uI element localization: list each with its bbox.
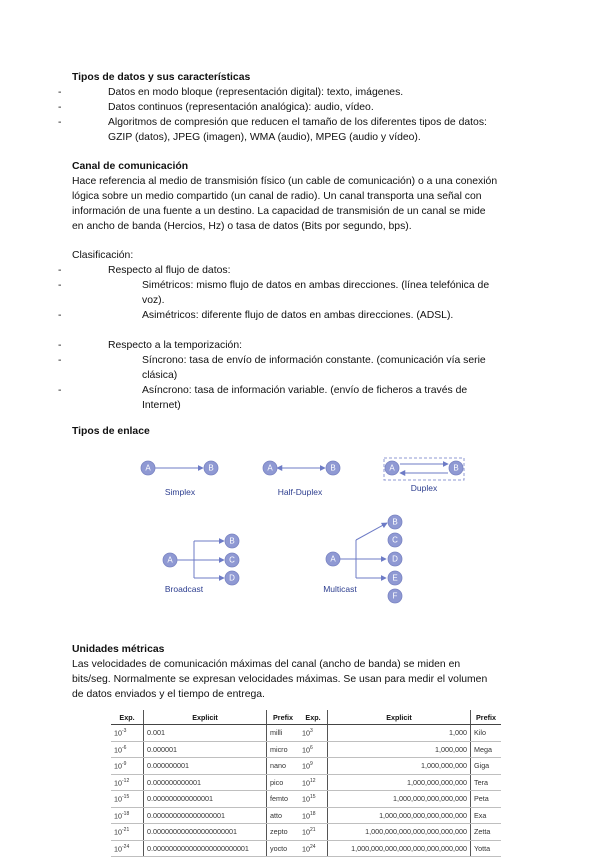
table-row — [111, 807, 501, 824]
explicit-small-cell: 0.000001 — [144, 741, 267, 758]
exp-neg-cell: $10^{-24}$ — [111, 840, 144, 857]
node-b-label: B — [208, 463, 214, 473]
table-header-row — [111, 710, 501, 725]
table-row — [111, 840, 501, 857]
explicit-large-cell: 1,000,000,000,000,000 — [328, 791, 471, 808]
list-item: - Datos en modo bloque (representación digital): texto, imágenes. — [58, 87, 404, 98]
explicit-small-cell: 0.000000001 — [144, 758, 267, 775]
node-d-label: D — [229, 573, 235, 583]
prefix-large-cell: Giga — [471, 758, 502, 775]
explicit-large-cell: 1,000,000,000,000 — [328, 774, 471, 791]
clasificacion-label: Clasificación: — [72, 250, 134, 261]
node-b-label: B — [229, 536, 235, 546]
prefix-small-cell: zepto — [267, 824, 300, 841]
multicast-diagram — [323, 515, 402, 603]
node-a-label: A — [267, 463, 273, 473]
prefix-small-cell: milli — [267, 725, 300, 742]
explicit-large-cell: 1,000,000 — [328, 741, 471, 758]
duplex-label: Duplex — [410, 483, 438, 493]
explicit-large-cell: 1,000,000,000,000,000,000 — [328, 807, 471, 824]
explicit-small-cell: 0.001 — [144, 725, 267, 742]
exp-pos-cell: $10^{15}$ — [299, 791, 328, 808]
paragraph-line: información de una fuente a un destino. La capacidad de transmisión de un canal se mide — [72, 206, 486, 217]
prefix-small-cell: micro — [267, 741, 300, 758]
explicit-small-cell: 0.000000000000000000000001 — [144, 840, 267, 857]
section-title: Canal de comunicación — [72, 161, 189, 172]
node-c-label: C — [392, 535, 398, 545]
list-item: - Datos continuos (representación analógica): audio, vídeo. — [58, 102, 374, 113]
prefix-small-cell: atto — [267, 807, 300, 824]
section-title: Tipos de datos y sus características — [72, 72, 251, 83]
list-item-continuation: Internet) — [142, 400, 181, 411]
prefix-small-cell: pico — [267, 774, 300, 791]
list-item-continuation: clásica) — [142, 370, 178, 381]
node-b-label: B — [453, 463, 459, 473]
table-row — [111, 758, 501, 775]
half-duplex-diagram — [263, 461, 340, 497]
table-row — [111, 824, 501, 841]
col-header-prefix: Prefix — [471, 710, 502, 725]
exp-pos-cell: $10^{18}$ — [299, 807, 328, 824]
list-item-continuation: voz). — [142, 295, 165, 306]
section-unidades — [72, 642, 542, 702]
paragraph-line: lógica sobre un medio compartido (un canal de radio). Un canal transporta una señal con — [72, 191, 482, 202]
col-header-explicit: Explicit — [328, 710, 471, 725]
prefix-small-cell: femto — [267, 791, 300, 808]
exp-neg-cell: $10^{-18}$ — [111, 807, 144, 824]
list-item: - Respecto al flujo de datos: — [58, 265, 231, 276]
simplex-diagram — [141, 461, 218, 497]
explicit-small-cell: 0.000000000001 — [144, 774, 267, 791]
list-item-continuation: GZIP (datos), JPEG (imagen), WMA (audio), MPEG (audio y vídeo). — [108, 132, 421, 143]
exp-neg-cell: $10^{-9}$ — [111, 758, 144, 775]
col-header-prefix: Prefix — [267, 710, 300, 725]
node-a-label: A — [389, 463, 395, 473]
exp-pos-cell: $10^{12}$ — [299, 774, 328, 791]
duplex-diagram — [384, 458, 464, 493]
exp-pos-cell: $10^9$ — [299, 758, 328, 775]
exp-neg-cell: $10^{-6}$ — [111, 741, 144, 758]
explicit-small-cell: 0.000000000000001 — [144, 791, 267, 808]
prefix-large-cell: Kilo — [471, 725, 502, 742]
broadcast-label: Broadcast — [164, 584, 204, 594]
node-f-label: F — [392, 591, 398, 601]
paragraph-line: en ancho de banda (Hercios, Hz) o tasa de datos (Bits por segundo, bps). — [72, 221, 412, 232]
prefix-large-cell: Mega — [471, 741, 502, 758]
table-row — [111, 774, 501, 791]
section-title-enlace: Tipos de enlace — [72, 426, 150, 437]
exp-pos-cell: $10^6$ — [299, 741, 328, 758]
node-b-label: B — [392, 517, 398, 527]
prefix-large-cell: Peta — [471, 791, 502, 808]
list-item: - Síncrono: tasa de envío de información constante. (comunicación vía serie — [58, 355, 486, 366]
explicit-small-cell: 0.000000000000000001 — [144, 807, 267, 824]
metric-units-table — [111, 710, 501, 857]
explicit-large-cell: 1,000 — [328, 725, 471, 742]
col-header-exp: Exp. — [299, 710, 328, 725]
section-title: Unidades métricas — [72, 644, 165, 655]
paragraph-line: de datos enviados y el tiempo de entrega. — [72, 689, 265, 700]
paragraph-line: Hace referencia al medio de transmisión físico (un cable de comunicación) o a una conexión — [72, 176, 498, 187]
prefix-large-cell: Tera — [471, 774, 502, 791]
list-item: - Simétricos: mismo flujo de datos en ambas direcciones. (línea telefónica de — [58, 280, 490, 291]
list-item: - Algoritmos de compresión que reducen el tamaño de los diferentes tipos de datos: — [58, 117, 487, 128]
exp-neg-cell: $10^{-12}$ — [111, 774, 144, 791]
explicit-large-cell: 1,000,000,000,000,000,000,000 — [328, 824, 471, 841]
multicast-arrow-b — [356, 523, 387, 540]
broadcast-diagram — [163, 534, 239, 594]
table-row — [111, 791, 501, 808]
node-e-label: E — [392, 573, 398, 583]
node-a-label: A — [167, 555, 173, 565]
multicast-label: Multicast — [323, 584, 357, 594]
list-item: - Asimétricos: diferente flujo de datos en ambas direcciones. (ADSL). — [58, 310, 454, 321]
explicit-small-cell: 0.000000000000000000001 — [144, 824, 267, 841]
paragraph-line: bits/seg. Normalmente se expresan velocidades máximas. Se usan para medir el volumen — [72, 674, 488, 685]
list-item: - Asíncrono: tasa de información variable. (envío de ficheros a través de — [58, 385, 468, 396]
node-a-label: A — [330, 554, 336, 564]
list-item: - Respecto a la temporización: — [58, 340, 242, 351]
node-a-label: A — [145, 463, 151, 473]
paragraph-line: Las velocidades de comunicación máximas del canal (ancho de banda) se miden en — [72, 659, 461, 670]
explicit-large-cell: 1,000,000,000 — [328, 758, 471, 775]
node-c-label: C — [229, 555, 235, 565]
exp-neg-cell: $10^{-15}$ — [111, 791, 144, 808]
node-d-label: D — [392, 554, 398, 564]
col-header-exp: Exp. — [111, 710, 144, 725]
prefix-large-cell: Exa — [471, 807, 502, 824]
exp-pos-cell: $10^{24}$ — [299, 840, 328, 857]
node-b-label: B — [330, 463, 336, 473]
exp-pos-cell: $10^3$ — [299, 725, 328, 742]
col-header-explicit: Explicit — [144, 710, 267, 725]
exp-neg-cell: $10^{-3}$ — [111, 725, 144, 742]
prefix-small-cell: yocto — [267, 840, 300, 857]
simplex-label: Simplex — [164, 487, 196, 497]
exp-pos-cell: $10^{21}$ — [299, 824, 328, 841]
prefix-large-cell: Zetta — [471, 824, 502, 841]
half-duplex-label: Half-Duplex — [277, 487, 323, 497]
explicit-large-cell: 1,000,000,000,000,000,000,000,000 — [328, 840, 471, 857]
table-row — [111, 741, 501, 758]
exp-neg-cell: $10^{-21}$ — [111, 824, 144, 841]
prefix-large-cell: Yotta — [471, 840, 502, 857]
prefix-small-cell: nano — [267, 758, 300, 775]
table-row — [111, 725, 501, 742]
